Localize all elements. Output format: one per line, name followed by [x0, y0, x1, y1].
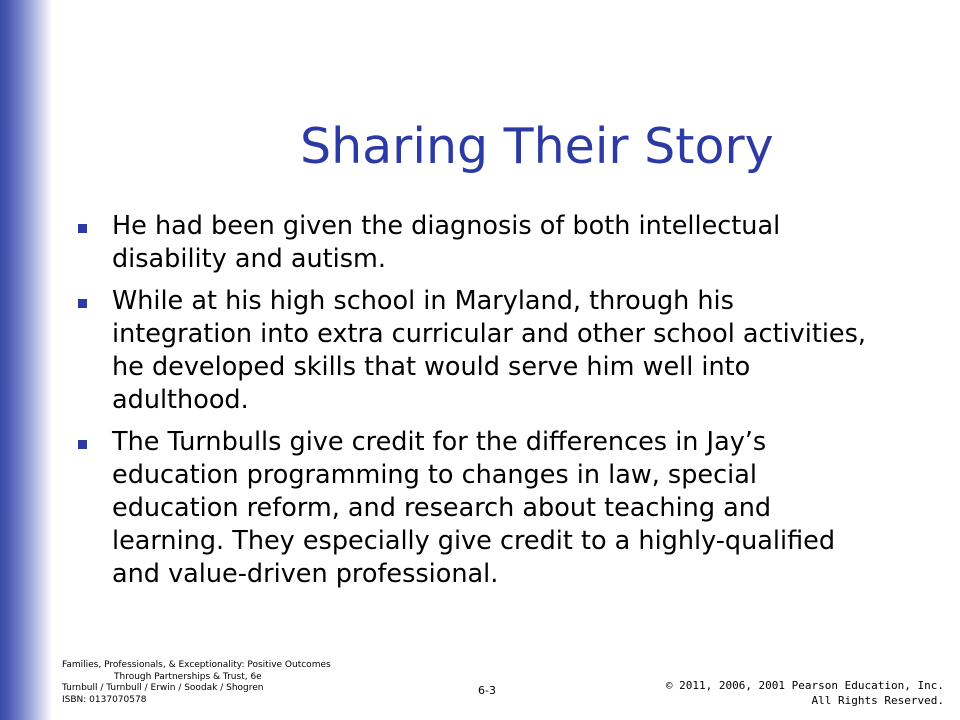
bullet-text: The Turnbulls give credit for the differences in Jay’s education programming to changes in law, special education reform, and research about teaching and learning. They especially give credit to a highly-qualified and value-driven professional.: [112, 427, 836, 589]
square-bullet-icon: [78, 224, 87, 233]
book-citation: [62, 660, 331, 706]
bullet-item: [78, 285, 878, 417]
square-bullet-icon: [78, 299, 87, 308]
square-bullet-icon: [78, 440, 87, 449]
bullet-list: [78, 210, 878, 600]
copyright-line-2: All Rights Reserved.: [811, 694, 944, 707]
side-gradient-bar: [0, 0, 52, 720]
book-isbn: ISBN: 0137070578: [62, 694, 147, 705]
slide-number: 6-3: [478, 684, 496, 697]
copyright-line-1: © 2011, 2006, 2001 Pearson Education, Inc.: [665, 679, 944, 692]
book-title-line-2: Through Partnerships & Trust, 6e: [114, 671, 262, 682]
bullet-text: While at his high school in Maryland, through his integration into extra curricular and other school activities, he developed skills that would serve him well into adulthood.: [112, 286, 866, 415]
bullet-text: He had been given the diagnosis of both intellectual disability and autism.: [112, 211, 781, 274]
book-title-line-1: Families, Professionals, & Exceptionality: Positive Outcomes: [62, 660, 331, 670]
copyright-notice: [666, 678, 944, 708]
slide-title: Sharing Their Story: [300, 118, 774, 175]
book-authors: Turnbull / Turnbull / Erwin / Soodak / Shogren: [62, 683, 264, 694]
bullet-item: [78, 210, 878, 276]
bullet-item: [78, 426, 878, 591]
